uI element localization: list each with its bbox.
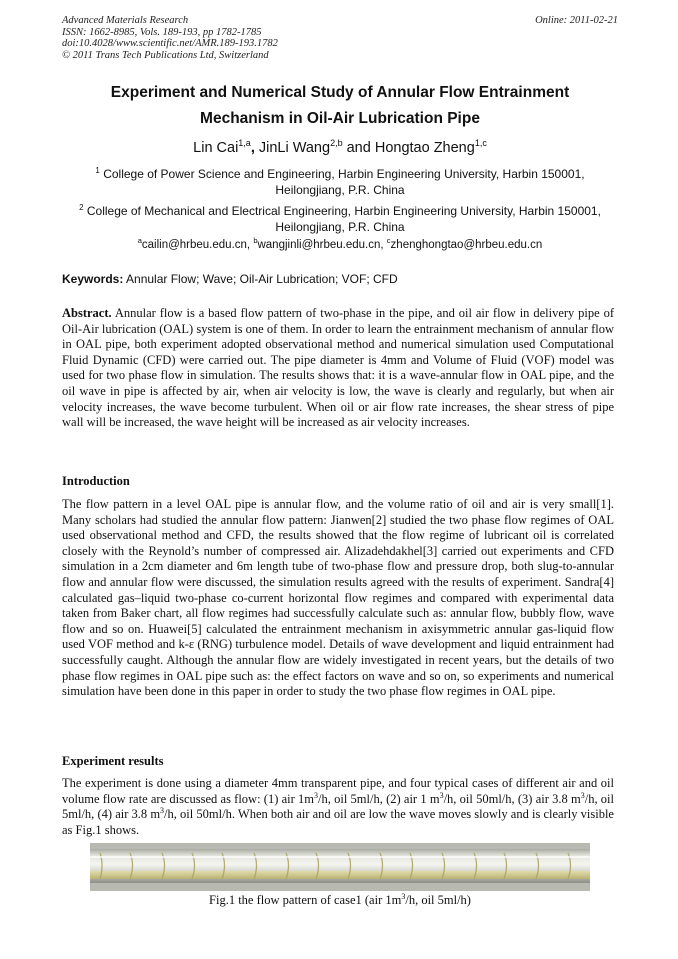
author-2-sup: 2,b — [330, 138, 343, 148]
introduction-text: The flow pattern in a level OAL pipe is annular flow, and the volume ratio of oil and air is very small[1]. Many scholars had studied the annular flow pattern: Jianwen[2] studied the two phase flow regimes of OAL used observational method and CFD, the results showed that the flow regime of lubricant oil is correlated closely with the Reynold’s number of compressed air. Alizadehdakhel[3] carried out experiments and CFD simulation in a 2cm diameter and 6m length tube of two-phase flow and pressure drop, both slug-to-annular flow and annular flow were discussed, the simulation results agreed with the results of experiment. Sandra[4] calculated gas–liquid two-phase co-current horizontal flow regimes and compared with experimental data taken from Baker chart, all flow regimes had successfully calculate such as: annular flow, bubbly flow, wave flow and so on. Huawei[5] calculated the entrainment mechanism in axisymmetric annular gas-liquid flow used VOF method and k-ε (RNG) turbulence model. Details of wave development and liquid entrainment had successfully caught. Although the annular flow are widely investigated in recent years, but the details of two phase flow regimes in OAL pipe such as: the effect factors on wave and so on, so experiments and numerical simulation have been done in this paper in order to study the two phase flow regimes in OAL pipe. — [62, 497, 614, 699]
caption-text-2: /h, oil 5ml/h) — [405, 893, 471, 907]
affiliation-2-line-1: College of Mechanical and Electrical Engineering, Harbin Engineering University, Harbin 150001, — [86, 204, 601, 218]
affiliation-1-line-2: Heilongjiang, P.R. China — [275, 182, 405, 197]
experiment-text-3: /h, oil 50ml/h, (3) air 3.8 m — [443, 791, 581, 806]
flow-pattern-photo — [90, 843, 590, 891]
unit-sup-1: 3 — [314, 790, 319, 800]
experiment-text-1: The experiment is done using a diameter 4mm transparent pipe, and four typical cases of different air and oil volume flow rate are discussed as flow: (1) air 1m — [62, 776, 614, 806]
affiliation-1-line-1: College of Power Science and Engineering, Harbin Engineering University, Harbin 150001, — [103, 167, 585, 181]
caption-sup: 3 — [401, 891, 406, 901]
journal-header — [62, 15, 618, 61]
introduction-heading: Introduction — [62, 474, 130, 488]
title-line-1: Experiment and Numerical Study of Annular Flow Entrainment — [110, 84, 570, 101]
journal-copyright: © 2011 Trans Tech Publications Ltd, Switzerland — [62, 49, 269, 61]
author-list — [62, 138, 618, 156]
keywords-text: Annular Flow; Wave; Oil-Air Lubrication; VOF; CFD — [126, 272, 398, 286]
experiment-heading: Experiment results — [62, 754, 164, 768]
email-c: zhenghongtao@hrbeu.edu.cn — [390, 238, 543, 251]
email-sep-1: , — [246, 238, 254, 251]
affiliation-1 — [62, 163, 618, 198]
email-b: wangjinli@hrbeu.edu.cn — [257, 238, 381, 251]
email-b-sup: b — [253, 236, 258, 245]
affiliation-2-line-2: Heilongjiang, P.R. China — [275, 219, 405, 234]
author-1-sup: 1,a — [238, 138, 251, 148]
abstract — [62, 306, 614, 431]
affiliation-2-num: 2 — [79, 203, 84, 212]
author-2: JinLi Wang — [258, 139, 331, 156]
unit-sup-4: 3 — [160, 806, 165, 816]
email-a: cailin@hrbeu.edu.cn — [141, 238, 247, 251]
affiliation-1-num: 1 — [95, 166, 100, 175]
journal-name: Advanced Materials Research — [62, 15, 189, 26]
email-a-sup: a — [137, 236, 142, 245]
abstract-label: Abstract. — [62, 306, 112, 320]
online-date: Online: 2011-02-21 — [535, 15, 618, 26]
journal-doi: doi:10.4028/www.scientific.net/AMR.189-193.1782 — [62, 38, 278, 49]
keywords-label: Keywords: — [62, 272, 124, 286]
experiment-text-2: /h, oil 5ml/h, (2) air 1 m — [318, 791, 440, 806]
caption-text-1: Fig.1 the flow pattern of case1 (air 1m — [209, 893, 402, 907]
experiment-text-4: /h, oil 5ml/h, (4) air 3.8 m — [62, 791, 615, 822]
title-line-2: Mechanism in Oil-Air Lubrication Pipe — [200, 110, 480, 127]
journal-issn: ISSN: 1662-8985, Vols. 189-193, pp 1782-1785 — [62, 26, 262, 38]
email-sep-2: , — [380, 238, 387, 251]
author-3: Hongtao Zheng — [374, 139, 475, 156]
oil-film — [90, 871, 590, 879]
author-sep-1: , — [250, 139, 259, 156]
author-3-sup: 1,c — [474, 138, 487, 148]
keywords — [62, 272, 618, 286]
email-c-sup: c — [386, 236, 391, 245]
author-emails — [62, 236, 618, 251]
paper-title — [62, 80, 618, 132]
abstract-text: Annular flow is a based flow pattern of two-phase in the pipe, and oil air flow in delivery pipe of Oil-Air lubrication (OAL) system is one of them. In order to learn the entrainment mechanism of annular flow in OAL pipe, both experiment adopted observational method and numerical simulation used Computational Fluid Dynamic (CFD) were carried out. The pipe diameter is 4mm and Volume of Fluid (VOF) model was used for two phase flow in simulation. The results shows that: it is a wave-annular flow in OAL pipe, and the oil wave in pipe is affected by air, when air velocity is low, the wave is clearly and regularly, but when air velocity increases, the wave become turbulent. When oil or air flow rate increases, the shear stress of pipe wall will be increased, the wave height will be increased as air velocity increases. — [62, 306, 614, 430]
author-sep-2: and — [342, 139, 375, 156]
affiliation-2 — [62, 200, 618, 235]
unit-sup-2: 3 — [439, 790, 444, 800]
unit-sup-3: 3 — [580, 790, 585, 800]
experiment-text-5: /h, oil 50ml/h. When both air and oil are low the wave moves slowly and is clearly visible as Fig.1 shows. — [62, 807, 614, 837]
experiment-text — [62, 776, 614, 838]
author-1: Lin Cai — [193, 139, 239, 156]
figure-caption — [62, 893, 618, 908]
